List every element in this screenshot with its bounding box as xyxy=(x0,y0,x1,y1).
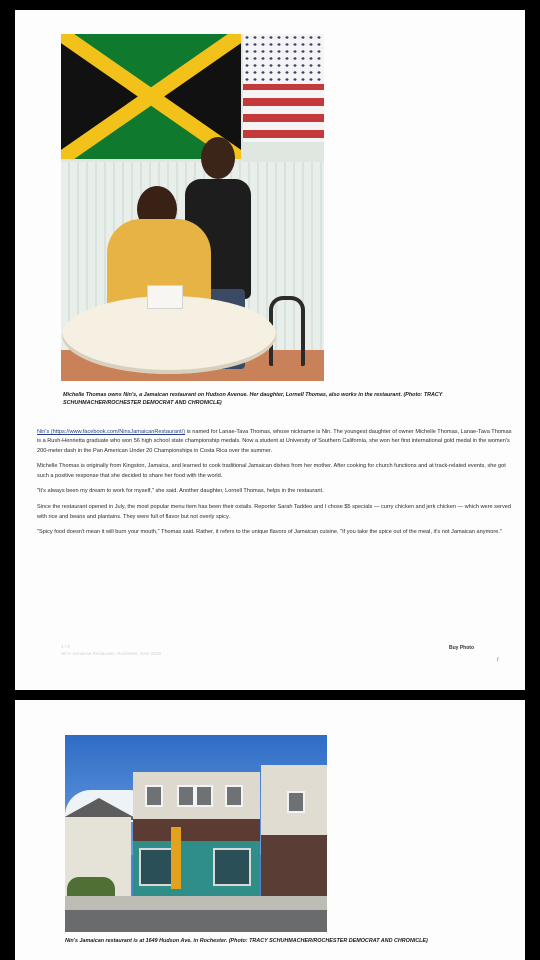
page-mark: / xyxy=(497,657,499,663)
road xyxy=(65,910,327,932)
article-page-2 xyxy=(15,700,525,960)
article-page-1 xyxy=(15,10,525,690)
paragraph-4: Since the restaurant opened in July, the most popular menu item has been their oxtails. Reporter Sarah Taddeo and I chose $5 specials — curry chicken and jerk chicken — which were served with rice and beans and plantains. They were full of flavor but not overly spicy. xyxy=(37,504,511,520)
american-flag xyxy=(243,34,324,142)
faded-gallery-info: 4 / 5 Nin's Jamaican Restaurant, Rochester, June 2018 xyxy=(61,644,161,656)
paragraph-3: "It's always been my dream to work for myself," she said. Another daughter, Lornell Thomas, helps in the restaurant. xyxy=(37,488,324,495)
photo-owner-and-daughter[interactable] xyxy=(61,34,324,381)
paragraph-5: "Spicy food doesn't mean it will burn your mouth," Thomas said. Rather, it refers to the unique flavors of Jamaican cuisine. "If you take the spice out of the meal, it's not Jamaican anymore." xyxy=(37,529,502,536)
sidewalk xyxy=(65,896,327,910)
vertical-banner-sign xyxy=(171,827,181,889)
paragraph-1: Nin's (https://www.facebook.com/NinsJamaicanRestaurant/) is named for Lanae-Tava Thomas, whose nickname is Nin. The youngest daughter of owner Michelle Thomas, Lanae-Tava Thomas is a Rush-Henrietta graduate who won 56 high school state championship medals. Now a student at University of Southern California, she won her first international gold medal in the women's 200-meter dash in the Pan American Under 20 Championships in Costa Rica over the summer. xyxy=(37,429,512,454)
photo-caption: Michelle Thomas owns Nin's, a Jamaican restaurant on Hudson Avenue. Her daughter, Lornell Thomas, also works in the restaurant. (Photo: TRACY SCHUHMACHER/ROCHESTER DEMOCRAT AND CHRONICLE) xyxy=(63,392,443,406)
photo-caption-2: Nin's Jamaican restaurant is at 1649 Hudson Ave. in Rochester. (Photo: TRACY SCHUHMACHER/ROCHESTER DEMOCRAT AND CHRONICLE) xyxy=(65,938,428,944)
photo-restaurant-exterior[interactable] xyxy=(65,735,327,932)
article-body xyxy=(37,428,513,544)
standing-woman-head xyxy=(201,137,235,179)
facebook-link[interactable]: Nin's (https://www.facebook.com/NinsJamaicanRestaurant/) xyxy=(37,429,186,435)
buy-photo-link[interactable]: Buy Photo xyxy=(449,645,474,651)
paragraph-2: Michelle Thomas is originally from Kingston, Jamaica, and learned to cook traditional Jamaican dishes from her mother. After cooking for church functions and at track-related events, she got such a positive response that she decided to share her food with the world. xyxy=(37,463,506,479)
napkin-holder xyxy=(147,285,183,309)
